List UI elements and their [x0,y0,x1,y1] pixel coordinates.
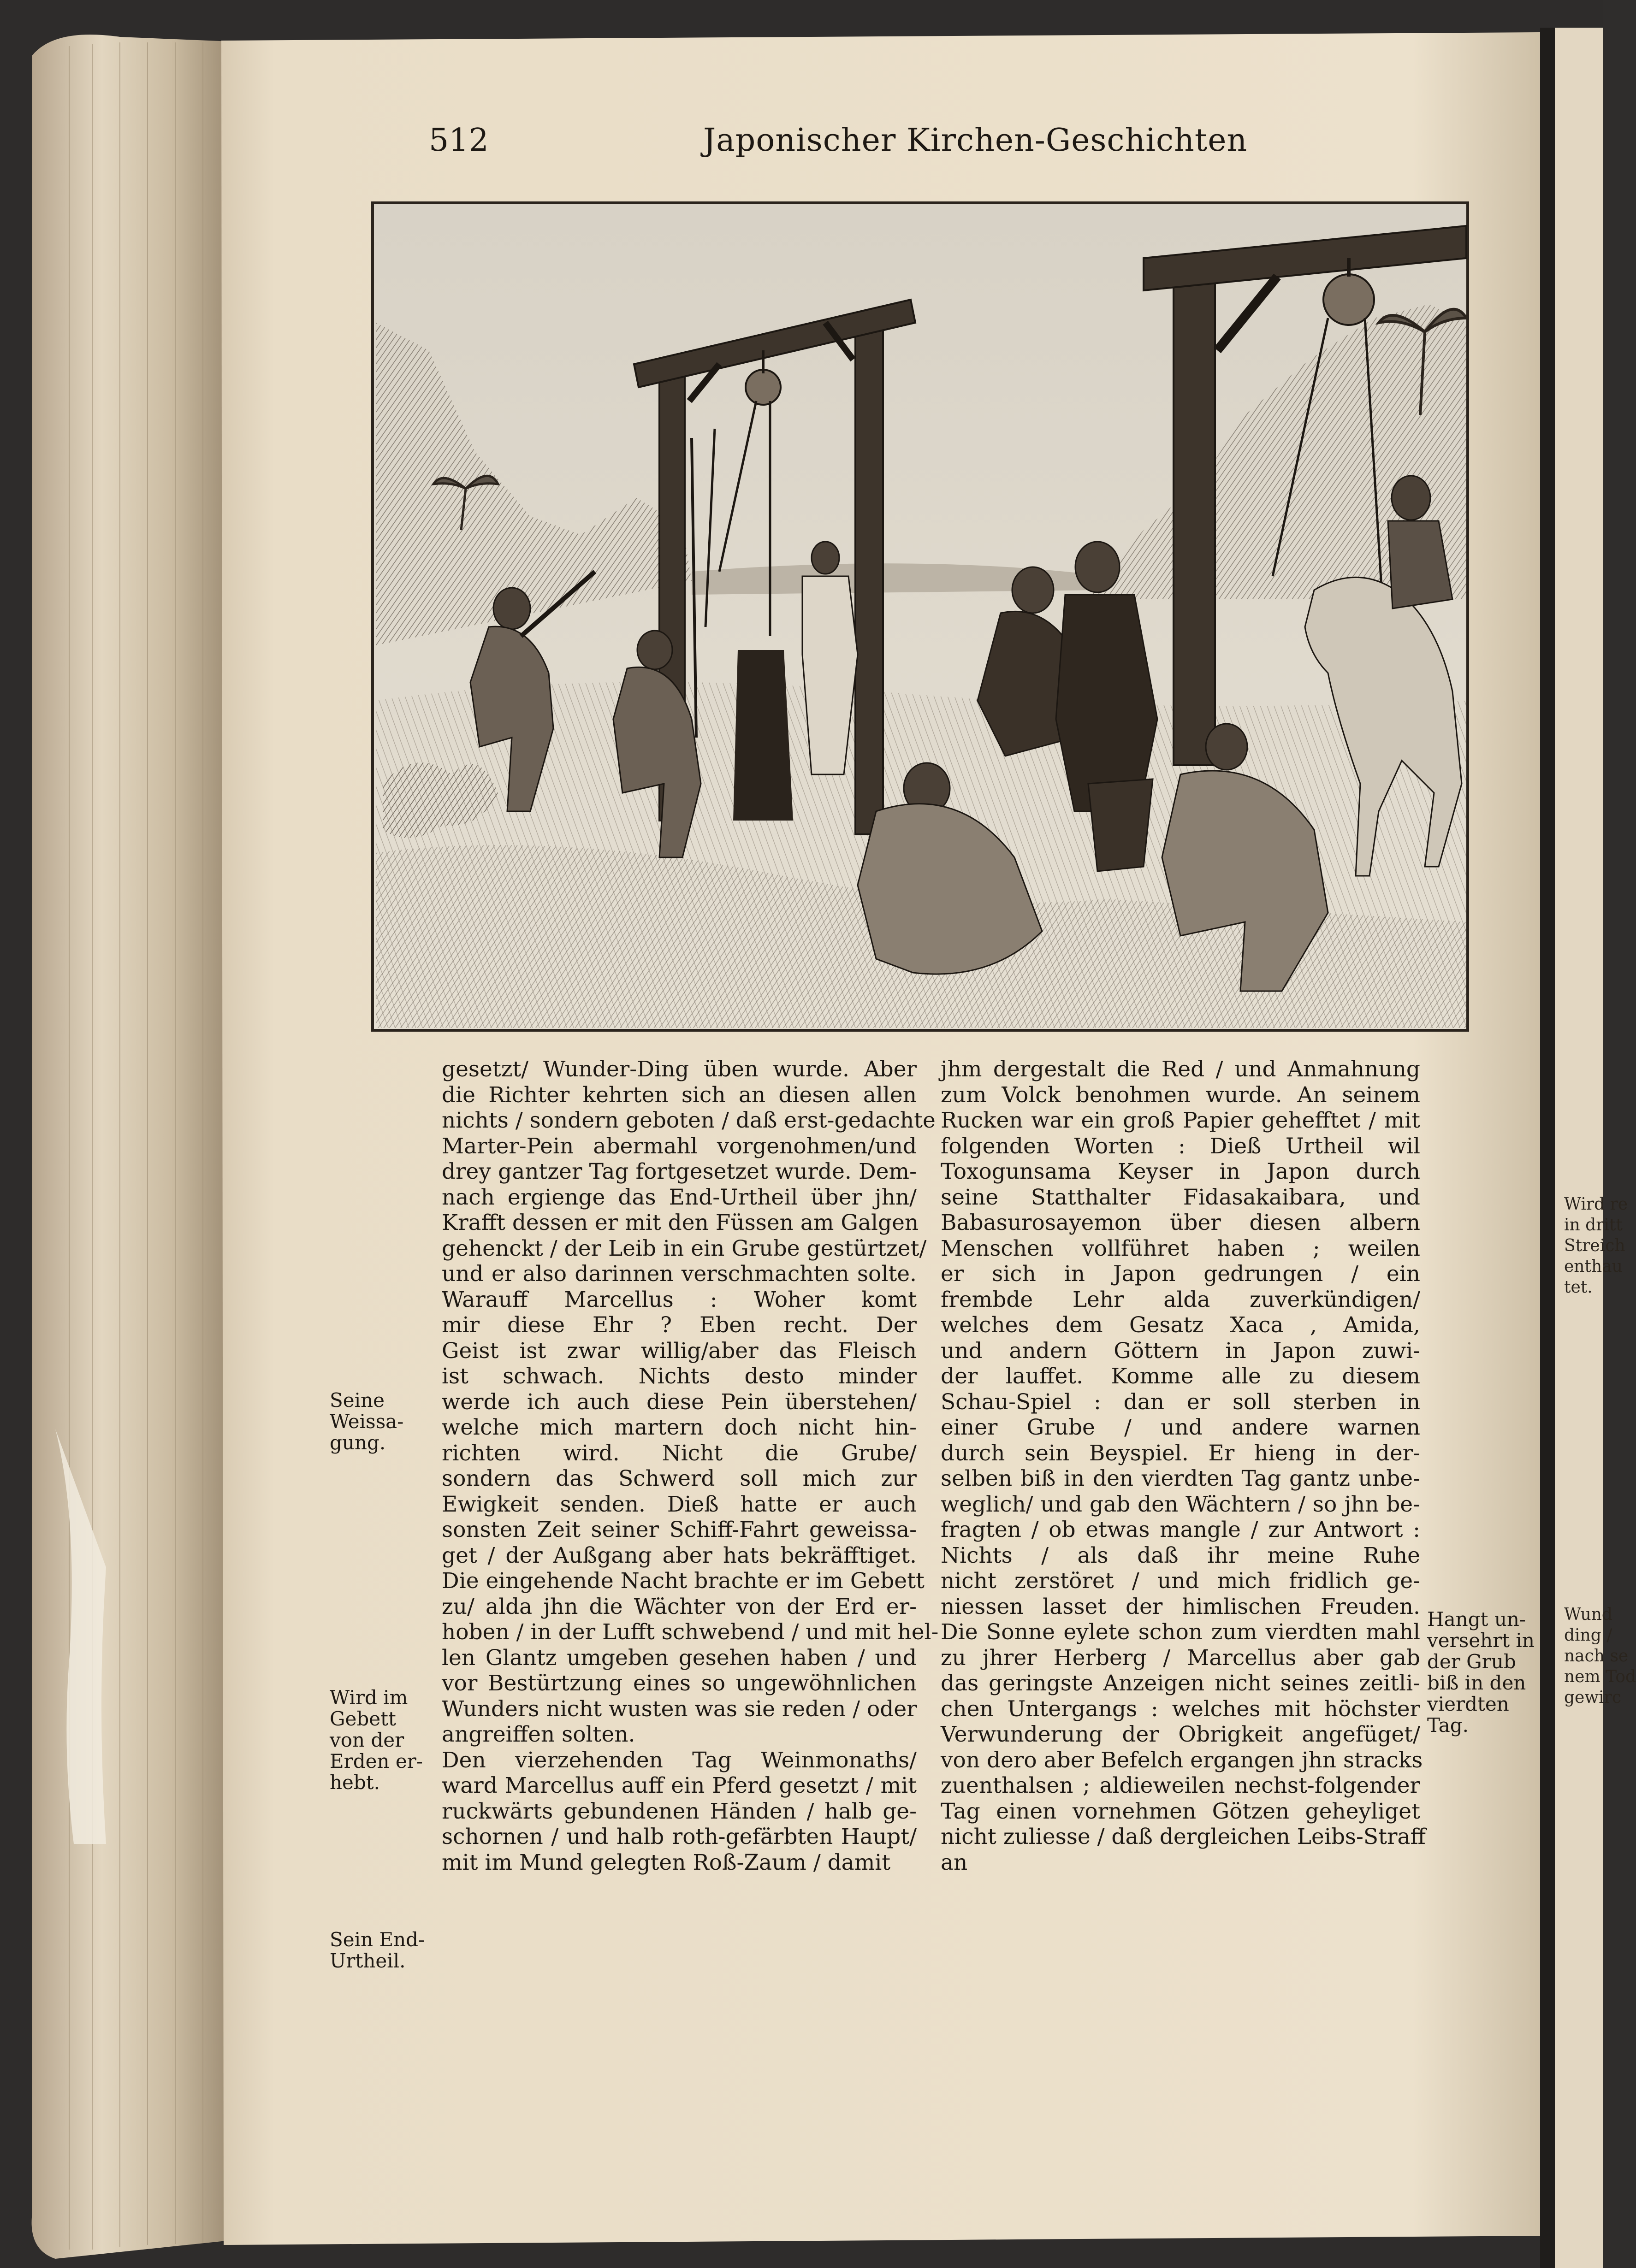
margin-note-gebett [330,1687,423,1793]
margin-note-line: Urtheil. [330,1949,406,1972]
text-line: frembde Lehr alda zuverkündigen/ [941,1287,1420,1312]
text-line: len Glantz umgeben gesehen haben / und [442,1645,917,1671]
fragment-line: ding / [1564,1626,1612,1645]
text-line: weglich/ und gab den Wächtern / so jhn be- [941,1491,1420,1517]
text-line: Menschen vollführet haben ; weilen [941,1235,1420,1261]
fragment-line: nem Tod [1564,1667,1636,1686]
margin-note-line: Seine [330,1389,385,1412]
text-line: und andern Göttern in Japon zuwi- [941,1338,1420,1364]
margin-note-line: Hangt un- [1427,1608,1526,1630]
margin-note-line: gung. [330,1431,386,1454]
text-line: sonsten Zeit seiner Schiff-Fahrt geweissa- [442,1517,917,1542]
text-line: ist schwach. Nichts desto minder [442,1364,917,1389]
page-number: 512 [429,122,489,159]
margin-note-line: der Grub [1427,1650,1516,1673]
text-line: chen Untergangs : welches mit höchster [941,1696,1420,1722]
text-line: er sich in Japon gedrungen / ein [941,1261,1420,1287]
margin-note-line: vierdten [1427,1693,1509,1715]
margin-note-line: Sein End- [330,1928,425,1951]
margin-note-urtheil [330,1929,425,1972]
text-line: zu/ alda jhn die Wächter von der Erd er- [442,1594,917,1619]
text-line: Warauff Marcellus : Woher komt [442,1287,917,1312]
text-line: Die eingehende Nacht brachte er im Gebett [442,1568,925,1594]
margin-note-line: Gebett [330,1707,396,1730]
margin-note-line: von der [330,1729,404,1751]
text-line: welches dem Gesatz Xaca , Amida, [941,1312,1420,1338]
text-line: Toxogunsama Keyser in Japon durch [941,1159,1420,1184]
text-line: einer Grube / und andere warnen [941,1415,1420,1440]
text-line: werde ich auch diese Pein überstehen/ [442,1389,917,1415]
text-line: der lauffet. Komme alle zu diesem [941,1364,1420,1389]
fragment-line: Wird re [1564,1195,1628,1214]
text-line: ruckwärts gebundenen Händen / halb ge- [442,1798,917,1824]
running-title: Japonischer Kirchen-Geschichten [703,122,1248,159]
page-block-edge [32,35,231,2259]
fragment-line: nach se [1564,1647,1629,1666]
text-line: Marter-Pein abermahl vorgenohmen/und [442,1133,917,1159]
text-line: ward Marcellus auff ein Pferd gesetzt / mit [442,1773,917,1798]
text-line: folgenden Worten : Dieß Urtheil wil [941,1133,1420,1159]
text-line: Nichts / als daß ihr meine Ruhe [941,1542,1420,1568]
text-line: richten wird. Nicht die Grube/ [442,1440,917,1466]
text-line: gesetzt/ Wunder-Ding üben wurde. Aber [442,1057,917,1082]
text-line: nichts / sondern geboten / daß erst-gedachte [442,1108,936,1133]
stone-block [733,650,793,821]
text-line: Verwunderung der Obrigkeit angefüget/ [941,1722,1420,1747]
text-line: das geringste Anzeigen nicht seines zeitli- [941,1671,1420,1696]
margin-note-weissagung [330,1390,403,1453]
margin-note-line: biß in den [1427,1671,1526,1694]
margin-note-line: Wird im [330,1686,408,1709]
text-line: welche mich martern doch nicht hin- [442,1415,917,1440]
text-line: zum Volck benohmen wurde. An seinem [941,1082,1420,1108]
margin-note-line: Erden er- [330,1750,423,1772]
text-line: nicht zuliesse / daß dergleichen Leibs-Straff [941,1824,1426,1849]
text-line: jhm dergestalt die Red / und Anmahnung [941,1057,1420,1082]
text-line: sondern das Schwerd soll mich zur [442,1466,917,1491]
text-line: drey gantzer Tag fortgesetzet wurde. Dem- [442,1159,917,1184]
text-line: zu jhrer Herberg / Marcellus aber gab [941,1645,1420,1671]
text-line: selben biß in den vierdten Tag gantz unbe- [941,1466,1420,1491]
next-page [1555,28,1603,2268]
text-line: mit im Mund gelegten Roß-Zaum / damit [442,1849,891,1875]
text-line: Schau-Spiel : dan er soll sterben in [941,1389,1420,1415]
margin-note-line: Tag. [1427,1714,1469,1736]
text-line: nach ergienge das End-Urtheil über jhn/ [442,1184,917,1210]
text-line: vor Bestürtzung eines so ungewöhnlichen [442,1671,917,1696]
text-line: Wunders nicht wusten was sie reden / oder [442,1696,917,1722]
text-line: get / der Außgang aber hats bekräfftiget. [442,1542,917,1568]
fragment-line: gewirc [1564,1688,1622,1707]
text-line: hoben / in der Lufft schwebend / und mit hel- [442,1619,939,1645]
text-line: fragten / ob etwas mangle / zur Antwort : [941,1517,1420,1542]
text-line: niessen lasset der himlischen Freuden. [941,1594,1420,1619]
text-line: Geist ist zwar willig/aber das Fleisch [442,1338,917,1364]
next-page-fragment-1 [1564,1194,1628,1298]
text-line: gehenckt / der Leib in ein Grube gestürtzet/ [442,1235,927,1261]
text-line: angreiffen solten. [442,1722,635,1747]
text-line: Tag einen vornehmen Götzen geheyliget [941,1798,1420,1824]
text-line: Ewigkeit senden. Dieß hatte er auch [442,1491,917,1517]
left-text-column [442,1057,939,1875]
margin-note-line: Weissa- [330,1410,404,1433]
text-line: schornen / und halb roth-gefärbten Haupt/ [442,1824,917,1849]
text-line: und er also darinnen verschmachten solte. [442,1261,917,1287]
text-line: durch sein Beyspiel. Er hieng in der- [941,1440,1420,1466]
next-page-fragment-2 [1564,1604,1636,1708]
text-line: Rucken war ein groß Papier gehefftet / mit [941,1108,1420,1133]
margin-note-line: versehrt in [1427,1629,1535,1652]
fragment-line: Streich [1564,1236,1625,1255]
text-line: an [941,1849,968,1875]
margin-note-line: hebt. [330,1771,380,1794]
text-line: Krafft dessen er mit den Füssen am Galgen [442,1210,919,1235]
fragment-line: enthau [1564,1257,1623,1276]
text-line: Den vierzehenden Tag Weinmonaths/ [442,1747,917,1773]
text-line: Babasurosayemon über diesen albern [941,1210,1420,1235]
text-line: zuenthalsen ; aldieweilen nechst-folgender [941,1773,1420,1798]
text-line: mir diese Ehr ? Eben recht. Der [442,1312,917,1338]
fragment-line: in dritt [1564,1216,1623,1234]
right-text-column [941,1057,1426,1875]
text-line: nicht zerstöret / und mich fridlich ge- [941,1568,1420,1594]
engraving-illustration [373,203,1468,1030]
text-line: Die Sonne eylete schon zum vierdten mahl [941,1619,1420,1645]
margin-note-grub [1427,1609,1535,1736]
text-line: von dero aber Befelch ergangen jhn stracks [941,1747,1423,1773]
fragment-line: Wund [1564,1605,1612,1624]
text-line: die Richter kehrten sich an diesen allen [442,1082,917,1108]
text-line: seine Statthalter Fidasakaibara, und [941,1184,1420,1210]
fragment-line: tet. [1564,1278,1593,1297]
